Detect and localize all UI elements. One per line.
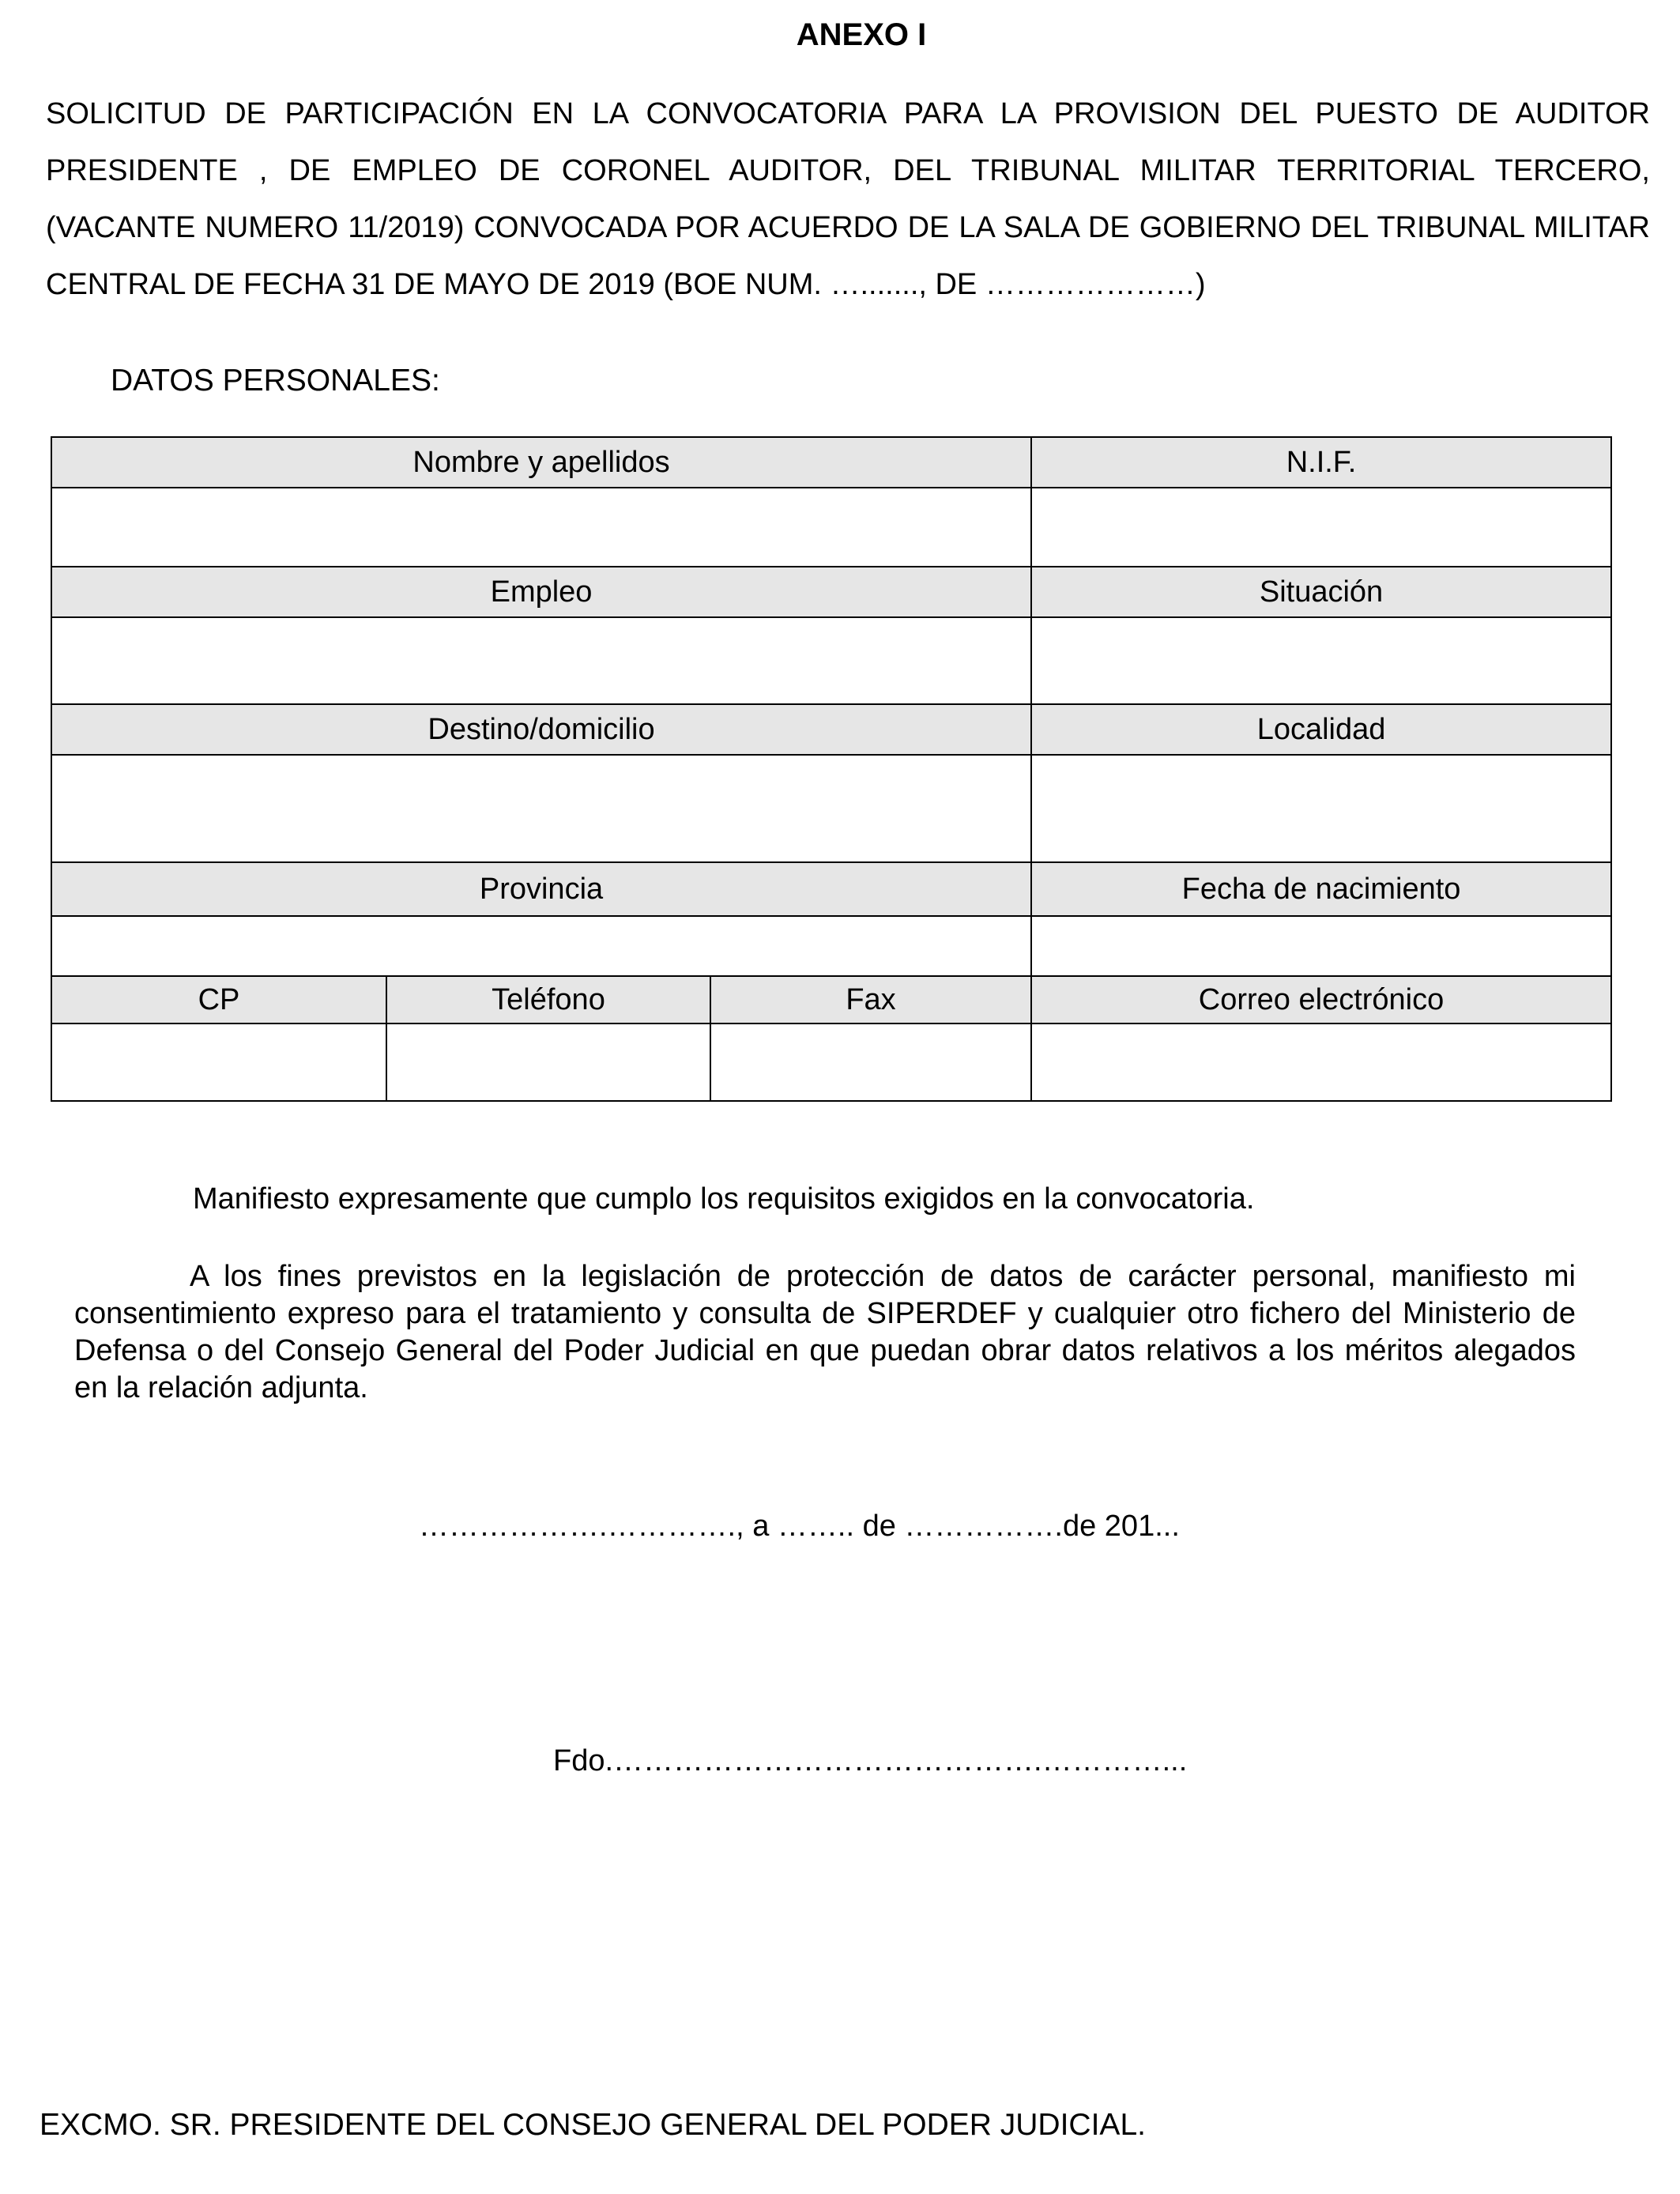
data-protection-consent: A los fines previstos en la legislación de protección de datos de carácter personal, manifiesto mi consentimiento expreso para el tratamiento y consulta de SIPERDEF y cualquier otro fichero del Ministerio de Defensa o del Consejo General del Poder Judicial en que puedan obrar datos relativos a los méritos alegados en la relación adjunta.: [74, 1260, 1576, 1404]
label-phone: Teléfono: [386, 976, 710, 1023]
personal-data-label: DATOS PERSONALES:: [111, 364, 440, 398]
fax-field[interactable]: [710, 1023, 1031, 1101]
postal-code-field[interactable]: [51, 1023, 386, 1101]
phone-field[interactable]: [386, 1023, 710, 1101]
requirements-declaration: Manifiesto expresamente que cumplo los requisitos exigidos en la convocatoria.: [193, 1182, 1255, 1216]
input-row-employment: [51, 617, 1611, 704]
header-row-province: [51, 862, 1611, 916]
annex-title: ANEXO I: [796, 17, 927, 52]
full-name-field[interactable]: [51, 488, 1031, 567]
input-row-contact: [51, 1023, 1611, 1101]
label-email: Correo electrónico: [1031, 976, 1611, 1023]
label-full-name: Nombre y apellidos: [51, 437, 1031, 488]
label-birth-date: Fecha de nacimiento: [1031, 862, 1611, 916]
nif-field[interactable]: [1031, 488, 1611, 567]
header-row-contact: [51, 976, 1611, 1023]
place-date-line[interactable]: ……………….…………., a …….. de …………….de 201...: [419, 1510, 1180, 1543]
addressee: EXCMO. SR. PRESIDENTE DEL CONSEJO GENERAL DEL PODER JUDICIAL.: [40, 2108, 1146, 2142]
label-employment: Empleo: [51, 567, 1031, 617]
label-fax: Fax: [710, 976, 1031, 1023]
employment-field[interactable]: [51, 617, 1031, 704]
header-row-employment: [51, 567, 1611, 617]
signature-line[interactable]: Fdo.…………………………………….…………...: [553, 1744, 1188, 1777]
header-row-name: [51, 437, 1611, 488]
label-nif: N.I.F.: [1031, 437, 1611, 488]
label-postal-code: CP: [51, 976, 386, 1023]
status-field[interactable]: [1031, 617, 1611, 704]
label-status: Situación: [1031, 567, 1611, 617]
input-row-name: [51, 488, 1611, 567]
address-field[interactable]: [51, 755, 1031, 862]
locality-field[interactable]: [1031, 755, 1611, 862]
header-row-address: [51, 704, 1611, 755]
birth-date-field[interactable]: [1031, 916, 1611, 976]
label-locality: Localidad: [1031, 704, 1611, 755]
label-address: Destino/domicilio: [51, 704, 1031, 755]
label-province: Provincia: [51, 862, 1031, 916]
input-row-address: [51, 755, 1611, 862]
province-field[interactable]: [51, 916, 1031, 976]
email-field[interactable]: [1031, 1023, 1611, 1101]
personal-data-table: [51, 436, 1612, 1102]
application-heading: SOLICITUD DE PARTICIPACIÓN EN LA CONVOCATORIA PARA LA PROVISION DEL PUESTO DE AUDITOR PRESIDENTE , DE EMPLEO DE CORONEL AUDITOR, DEL TRIBUNAL MILITAR TERRITORIAL TERCERO, (VACANTE NUMERO 11/2019) CONVOCADA POR ACUERDO DE LA SALA DE GOBIERNO DEL TRIBUNAL MILITAR CENTRAL DE FECHA 31 DE MAYO DE 2019 (BOE NUM. …......., DE …………………): [46, 97, 1650, 301]
input-row-province: [51, 916, 1611, 976]
